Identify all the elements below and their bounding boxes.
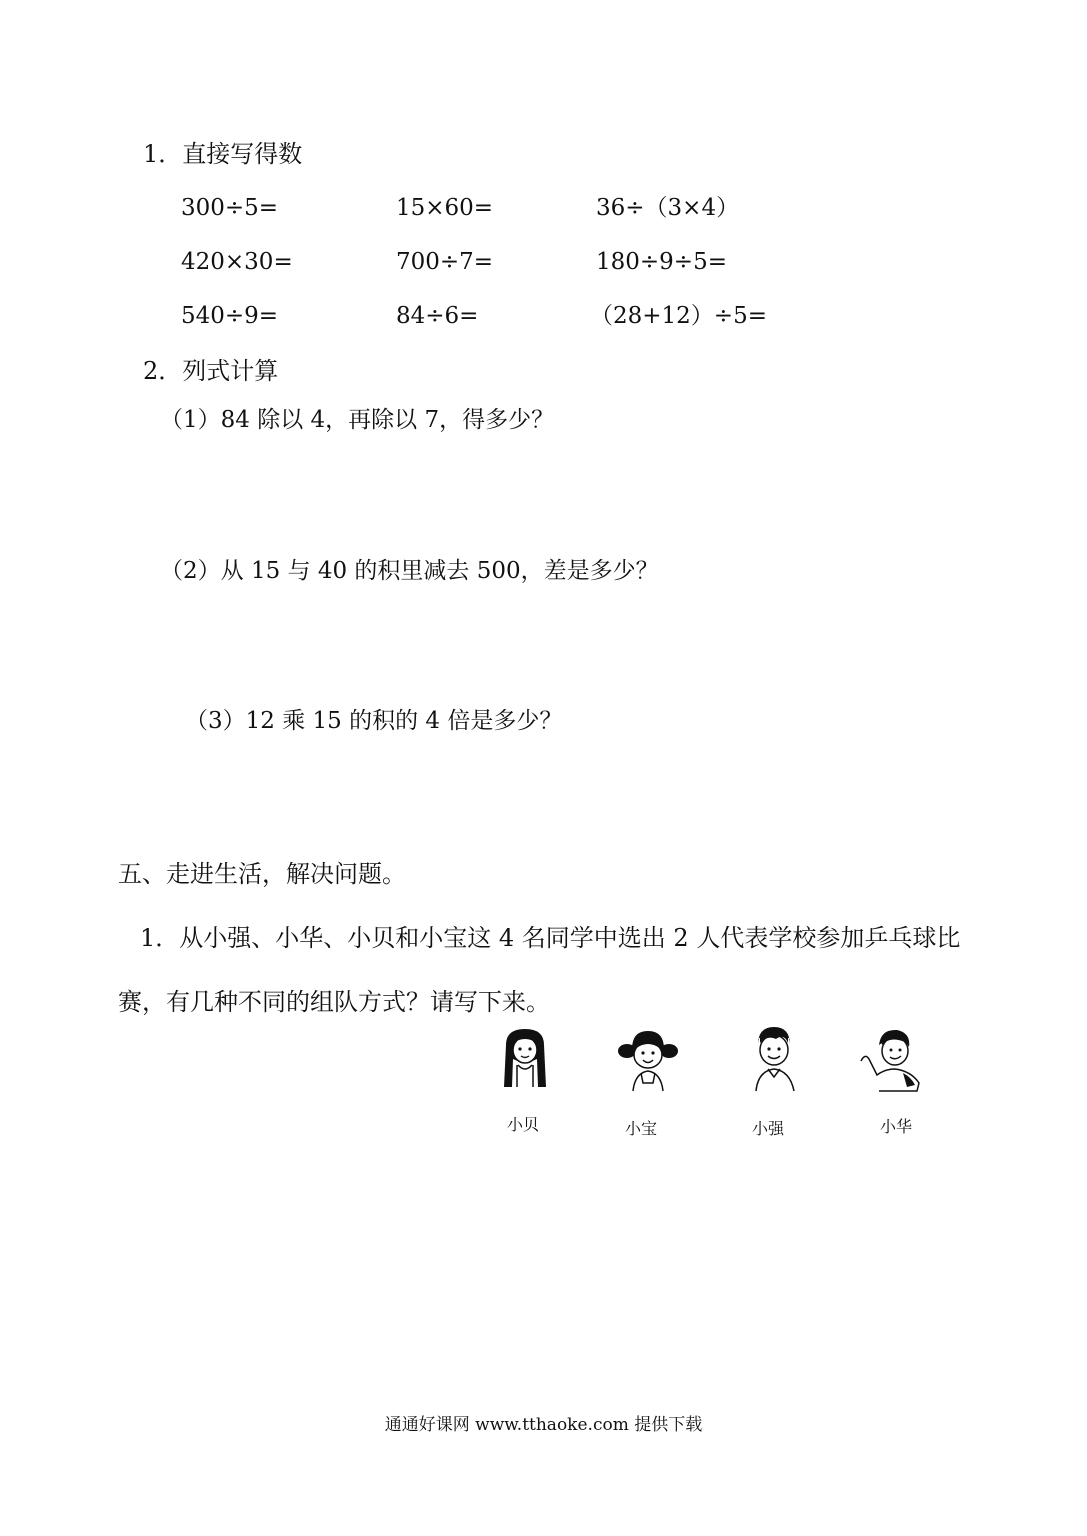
problem-r2c3: 180÷9÷5= [596, 249, 727, 275]
girl-long-hair-icon [490, 1025, 560, 1095]
boy-waving-icon [855, 1025, 925, 1095]
child-name-xiaohua: 小华 [880, 1117, 913, 1136]
question1-line1: 1．从小强、小华、小贝和小宝这 4 名同学中选出 2 人代表学校参加乒乓球比 [140, 924, 961, 952]
word-problem-2: （2）从 15 与 40 的积里减去 500，差是多少？ [160, 558, 659, 584]
problem-r3c1: 540÷9= [181, 303, 279, 329]
problem-r3c3: （28+12）÷5= [590, 303, 767, 329]
section2-heading: 2．列式计算 [143, 357, 279, 385]
problem-r1c2: 15×60= [396, 195, 494, 221]
section5-heading: 五、走进生活，解决问题。 [118, 860, 406, 888]
problem-r1c3: 36÷（3×4） [596, 195, 740, 221]
child-name-xiaoqiang: 小强 [752, 1119, 785, 1138]
question1-line2: 赛，有几种不同的组队方式？请写下来。 [118, 988, 550, 1016]
boy-icon [738, 1023, 808, 1093]
word-problem-1: （1）84 除以 4，再除以 7，得多少？ [160, 407, 555, 433]
child-name-xiaobei: 小贝 [507, 1115, 540, 1134]
section1-heading: 1．直接写得数 [143, 140, 303, 168]
problem-r1c1: 300÷5= [181, 195, 279, 221]
girl-pigtails-icon [613, 1025, 683, 1095]
page-footer: 通通好课网 www.tthaoke.com 提供下载 [384, 1415, 703, 1435]
word-problem-3: （3）12 乘 15 的积的 4 倍是多少？ [185, 708, 563, 734]
problem-r2c2: 700÷7= [396, 249, 494, 275]
problem-r3c2: 84÷6= [396, 303, 479, 329]
problem-r2c1: 420×30= [181, 249, 293, 275]
child-name-xiaobao: 小宝 [625, 1119, 658, 1138]
